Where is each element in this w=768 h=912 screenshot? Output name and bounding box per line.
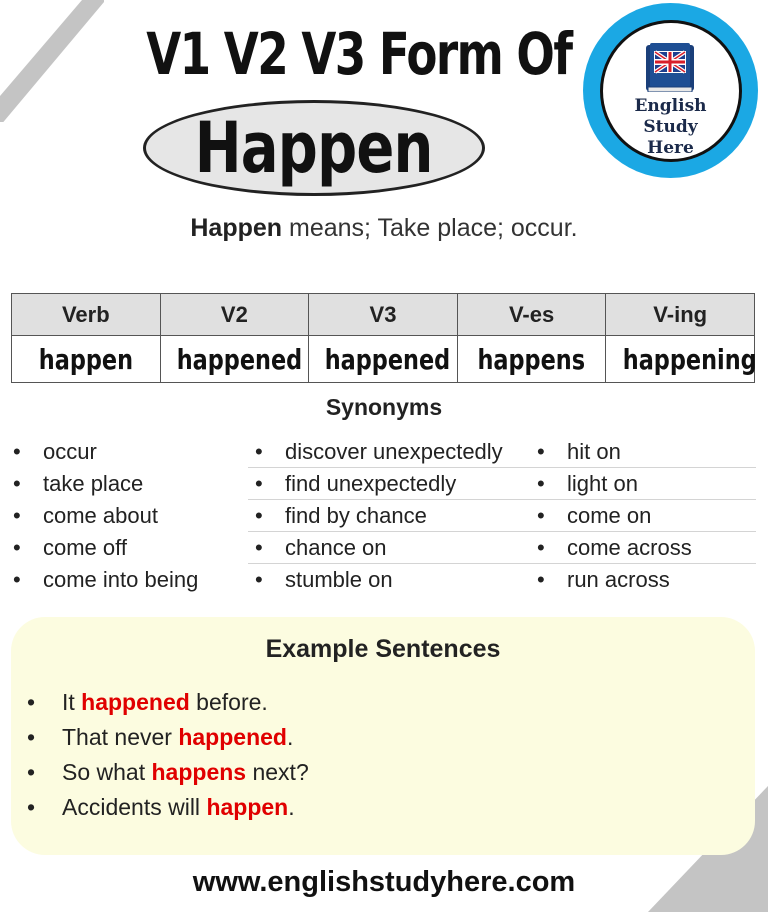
logo-text-line2: Here bbox=[647, 137, 694, 158]
example-highlight: happened bbox=[81, 689, 190, 715]
synonym-text: hit on bbox=[567, 439, 621, 464]
logo-inner-circle bbox=[600, 20, 742, 162]
table-cell-v-ing-text: happening bbox=[623, 342, 758, 376]
example-highlight: happened bbox=[178, 724, 287, 750]
meaning-text: means; Take place; occur. bbox=[289, 214, 578, 242]
synonym-row bbox=[0, 532, 756, 564]
site-logo[interactable] bbox=[583, 3, 758, 178]
bullet-icon: • bbox=[13, 471, 21, 496]
synonym-text: come into being bbox=[43, 567, 199, 592]
example-text-before: Accidents will bbox=[62, 794, 207, 820]
meaning-word: Happen bbox=[190, 214, 283, 242]
book-flag-icon bbox=[640, 39, 702, 92]
verb-heading: Happen bbox=[195, 107, 433, 189]
table-header-row bbox=[12, 294, 755, 336]
example-highlight: happen bbox=[206, 794, 289, 820]
synonym-text: find unexpectedly bbox=[285, 471, 457, 496]
example-text-after: . bbox=[286, 724, 294, 750]
table-cell-v-es bbox=[457, 336, 606, 383]
bullet-icon: • bbox=[255, 471, 263, 496]
bullet-icon: • bbox=[13, 439, 21, 464]
synonym-text: occur bbox=[43, 439, 97, 464]
table-cell-verb-text: happen bbox=[38, 342, 133, 376]
synonym-text: light on bbox=[567, 471, 638, 496]
synonym-text: discover unexpectedly bbox=[285, 439, 503, 464]
table-cell-v2 bbox=[160, 336, 309, 383]
logo-text-line1: English Study bbox=[634, 95, 707, 137]
example-sentence-text bbox=[62, 755, 309, 790]
table-cell-v2-text: happened bbox=[176, 342, 302, 376]
synonyms-list bbox=[0, 436, 756, 596]
table-row bbox=[12, 336, 755, 383]
example-text-before: So what bbox=[62, 759, 152, 785]
table-header-v3: V3 bbox=[309, 294, 458, 336]
table-cell-v3-text: happened bbox=[324, 342, 451, 376]
bullet-icon: • bbox=[537, 503, 545, 528]
bullet-icon: • bbox=[255, 503, 263, 528]
bullet-icon: • bbox=[27, 794, 36, 820]
synonym-text: come on bbox=[567, 503, 652, 528]
table-header-verb: Verb bbox=[12, 294, 161, 336]
table-header-v2: V2 bbox=[160, 294, 309, 336]
top-left-corner-decoration bbox=[0, 0, 104, 122]
bullet-icon: • bbox=[537, 535, 545, 560]
synonym-text: take place bbox=[43, 471, 144, 496]
meaning-line bbox=[0, 214, 768, 243]
table-header-v-es: V-es bbox=[457, 294, 606, 336]
example-text-after: . bbox=[288, 794, 295, 820]
synonym-row bbox=[0, 500, 756, 532]
verb-oval bbox=[143, 100, 485, 196]
page-title: V1 V2 V3 Form Of bbox=[146, 20, 572, 88]
bullet-icon: • bbox=[13, 535, 21, 560]
bullet-icon: • bbox=[537, 567, 545, 592]
bullet-icon: • bbox=[27, 759, 36, 785]
synonym-text: come across bbox=[567, 535, 692, 560]
table-cell-verb bbox=[12, 336, 161, 383]
synonym-text: chance on bbox=[285, 535, 387, 560]
logo-text bbox=[611, 96, 731, 159]
synonym-row bbox=[0, 468, 756, 500]
synonym-text: stumble on bbox=[285, 567, 393, 592]
example-text-before: It bbox=[62, 689, 82, 715]
example-sentence-text bbox=[62, 720, 293, 755]
bullet-icon: • bbox=[255, 535, 263, 560]
example-highlight: happens bbox=[151, 759, 247, 785]
example-text-after: before. bbox=[189, 689, 268, 715]
bullet-icon: • bbox=[27, 689, 36, 715]
table-cell-v-es-text: happens bbox=[477, 342, 586, 376]
synonym-text: find by chance bbox=[285, 503, 427, 528]
table-cell-v3 bbox=[309, 336, 458, 383]
bullet-icon: • bbox=[27, 724, 36, 750]
bullet-icon: • bbox=[13, 567, 21, 592]
table-cell-v-ing bbox=[606, 336, 758, 383]
example-text-before: That never bbox=[62, 724, 179, 750]
bullet-icon: • bbox=[255, 439, 263, 464]
bullet-icon: • bbox=[255, 567, 263, 592]
example-sentences-title: Example Sentences bbox=[265, 635, 501, 663]
example-sentences-box bbox=[11, 617, 755, 855]
footer-url[interactable]: www.englishstudyhere.com bbox=[192, 866, 576, 898]
bullet-icon: • bbox=[13, 503, 21, 528]
synonym-text: come off bbox=[43, 535, 127, 560]
synonym-text: run across bbox=[567, 567, 670, 592]
example-sentence-text bbox=[62, 685, 268, 720]
example-sentence-text bbox=[62, 790, 295, 825]
synonyms-title: Synonyms bbox=[325, 394, 443, 420]
synonym-row bbox=[0, 436, 756, 468]
verb-forms-table bbox=[11, 293, 758, 383]
table-header-v-ing: V-ing bbox=[606, 294, 755, 336]
bullet-icon: • bbox=[537, 439, 545, 464]
synonym-row bbox=[0, 564, 756, 596]
example-text-after: next? bbox=[246, 759, 309, 785]
bullet-icon: • bbox=[537, 471, 545, 496]
synonym-text: come about bbox=[43, 503, 158, 528]
